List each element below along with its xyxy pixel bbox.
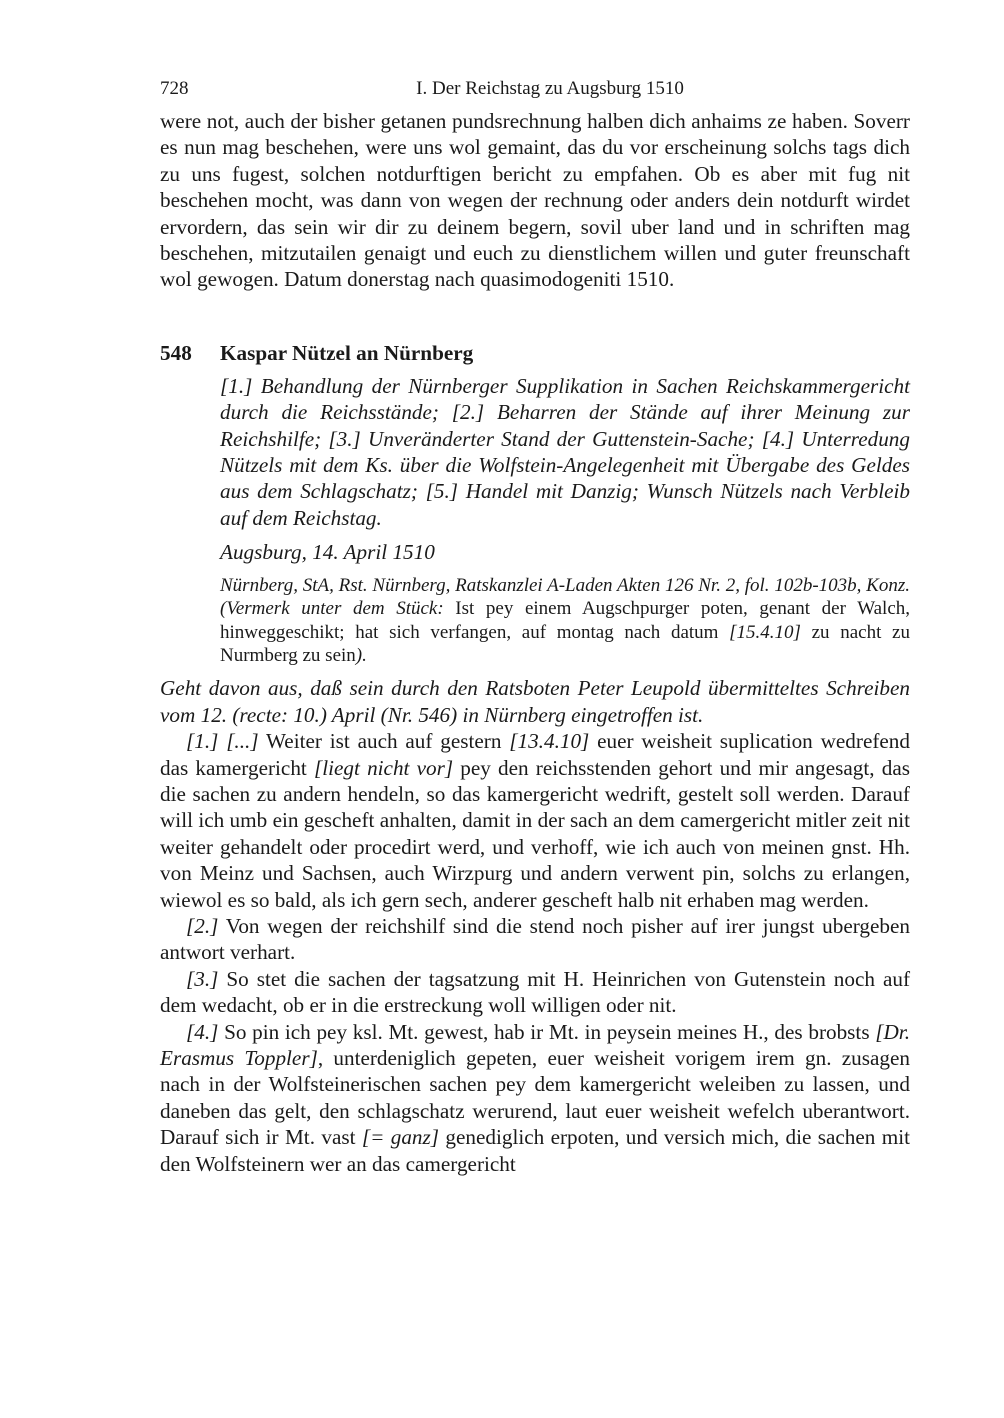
paragraph-3-mark: [3.] xyxy=(186,966,219,991)
paragraph-1-note: [liegt nicht vor] xyxy=(313,755,454,780)
document-page xyxy=(160,78,910,1177)
source-note-2: zu nacht zu Nurmberg zu sein xyxy=(220,621,910,666)
entry-source xyxy=(220,574,910,668)
running-head: I. Der Reichstag zu Augsburg 1510 xyxy=(416,78,684,99)
source-date-ref: [15.4.10] xyxy=(729,621,801,643)
page-number: 728 xyxy=(160,78,189,99)
paragraph-4-text-c: genediglich erpoten, und versich mich, die sachen mit den Wolfsteinern wer an das camergericht xyxy=(160,1125,910,1176)
source-note-1: Ist pey einem Augschpurger poten, genant der Walch, hinweggeschikt; hat sich verfangen, auf montag nach datum xyxy=(220,598,910,643)
paragraph-4 xyxy=(160,1019,910,1177)
paragraph-1-text-c: pey den reichsstenden gehort und mir angesagt, das die sachen zu andern hendeln, so das kamergericht wedrift, gestelt soll werden. Darauf will ich umb ein gescheft anhalten, damit in der sach an dem camergericht mitler zeit nit weiter gehandelt oder procedirt werd, und verhoff, wie ich auch von meinen gnst. Hh. von Meinz und Sachsen, auch Wirzpurg und andern verwent pin, solchs zu erlangen, wiewol es so bald, als ich gern sech, anderer gescheft halb nit erhaben mag werden. xyxy=(160,755,910,912)
entry-place-date: Augsburg, 14. April 1510 xyxy=(220,540,435,565)
paragraph-4-mark: [4.] xyxy=(186,1019,219,1044)
entry-number: 548 xyxy=(160,340,192,365)
paragraph-2-mark: [2.] xyxy=(186,913,219,938)
page-header xyxy=(160,78,910,108)
entry-summary: [1.] Behandlung der Nürnberger Supplikation in Sachen Reichskammergericht durch die Reichsstände; [2.] Beharren der Stände auf ihrer Meinung zur Reichshilfe; [3.] Unveränderter Stand der Guttenstein-Sache; [4.] Unterredung Nützels mit dem Ks. über die Wolfstein-Angelegenheit mit Übergabe des Geldes aus dem Schlagschatz; [5.] Handel mit Danzig; Wunsch Nützels nach Verbleib auf dem Reichstag. xyxy=(220,373,910,530)
entry-intro: Geht davon aus, daß sein durch den Ratsboten Peter Leupold übermitteltes Schreiben vom 12. (recte: 10.) April (Nr. 546) in Nürnberg eingetroffen ist. xyxy=(160,676,910,727)
source-close: ). xyxy=(355,644,367,666)
paragraph-2-text: Von wegen der reichshilf sind die stend noch pisher auf irer jungst ubergeben antwort verhart. xyxy=(160,913,910,965)
paragraph-1-text-b: euer weisheit suplication wedrefend das kamergericht xyxy=(160,729,910,780)
entry-heading xyxy=(160,341,910,371)
paragraph-4-note-2: [= ganz] xyxy=(361,1125,440,1150)
paragraph-1-text-a: Weiter ist auch auf gestern xyxy=(258,729,510,754)
entry-title: Kaspar Nützel an Nürnberg xyxy=(220,340,474,365)
paragraph-1 xyxy=(160,728,910,913)
source-archive: Nürnberg, StA, Rst. Nürnberg, Ratskanzlei A-Laden Akten 126 Nr. 2, fol. 102b-103b, Konz. (Vermerk unter dem Stück: xyxy=(220,574,910,620)
paragraph-3 xyxy=(160,966,910,1019)
paragraph-1-mark: [1.] [...] xyxy=(186,729,259,754)
paragraph-4-text-a: So pin ich pey ksl. Mt. gewest, hab ir Mt. in peysein meines H., des brobsts xyxy=(218,1019,876,1044)
paragraph-2 xyxy=(160,913,910,966)
opening-paragraph: were not, auch der bisher getanen pundsrechnung halben dich anhaims ze haben. Soverr es nun mag beschehen, were uns wol gemaint, das du vor erscheinung solchs tags dich zu uns fugest, solchen notdurftigen bericht zu empfahen. Ob es aber mit fug nit beschehen mocht, was dann von wegen der rechnung oder anders dein notdurft wirdet ervordern, das sein wir dir zu deinem begern, sovil uber land und in schriften mag beschehen, mitzutailen genaigt und euch zu dienstlichem willen und guter freunschaft wol gewogen. Datum donerstag nach quasimodogeniti 1510. xyxy=(160,109,910,292)
paragraph-4-text-b: , unterdeniglich gepeten, euer weisheit vorigem irem gn. zusagen nach in der Wolfsteinerischen sachen pey dem kamergericht weleiben zu lassen, und daneben das gelt, den schlagschatz werurend, laut euer weisheit wefelch uberantwort. Darauf sich ir Mt. vast xyxy=(160,1046,910,1150)
paragraph-4-note-1: [Dr. Erasmus Toppler] xyxy=(160,1019,910,1070)
paragraph-3-text: So stet die sachen der tagsatzung mit H. Heinrichen von Gutenstein noch auf dem wedacht, ob er in die erstreckung woll willigen oder nit. xyxy=(160,966,910,1018)
paragraph-1-date: [13.4.10] xyxy=(509,729,590,754)
entry-header-block xyxy=(220,373,910,667)
